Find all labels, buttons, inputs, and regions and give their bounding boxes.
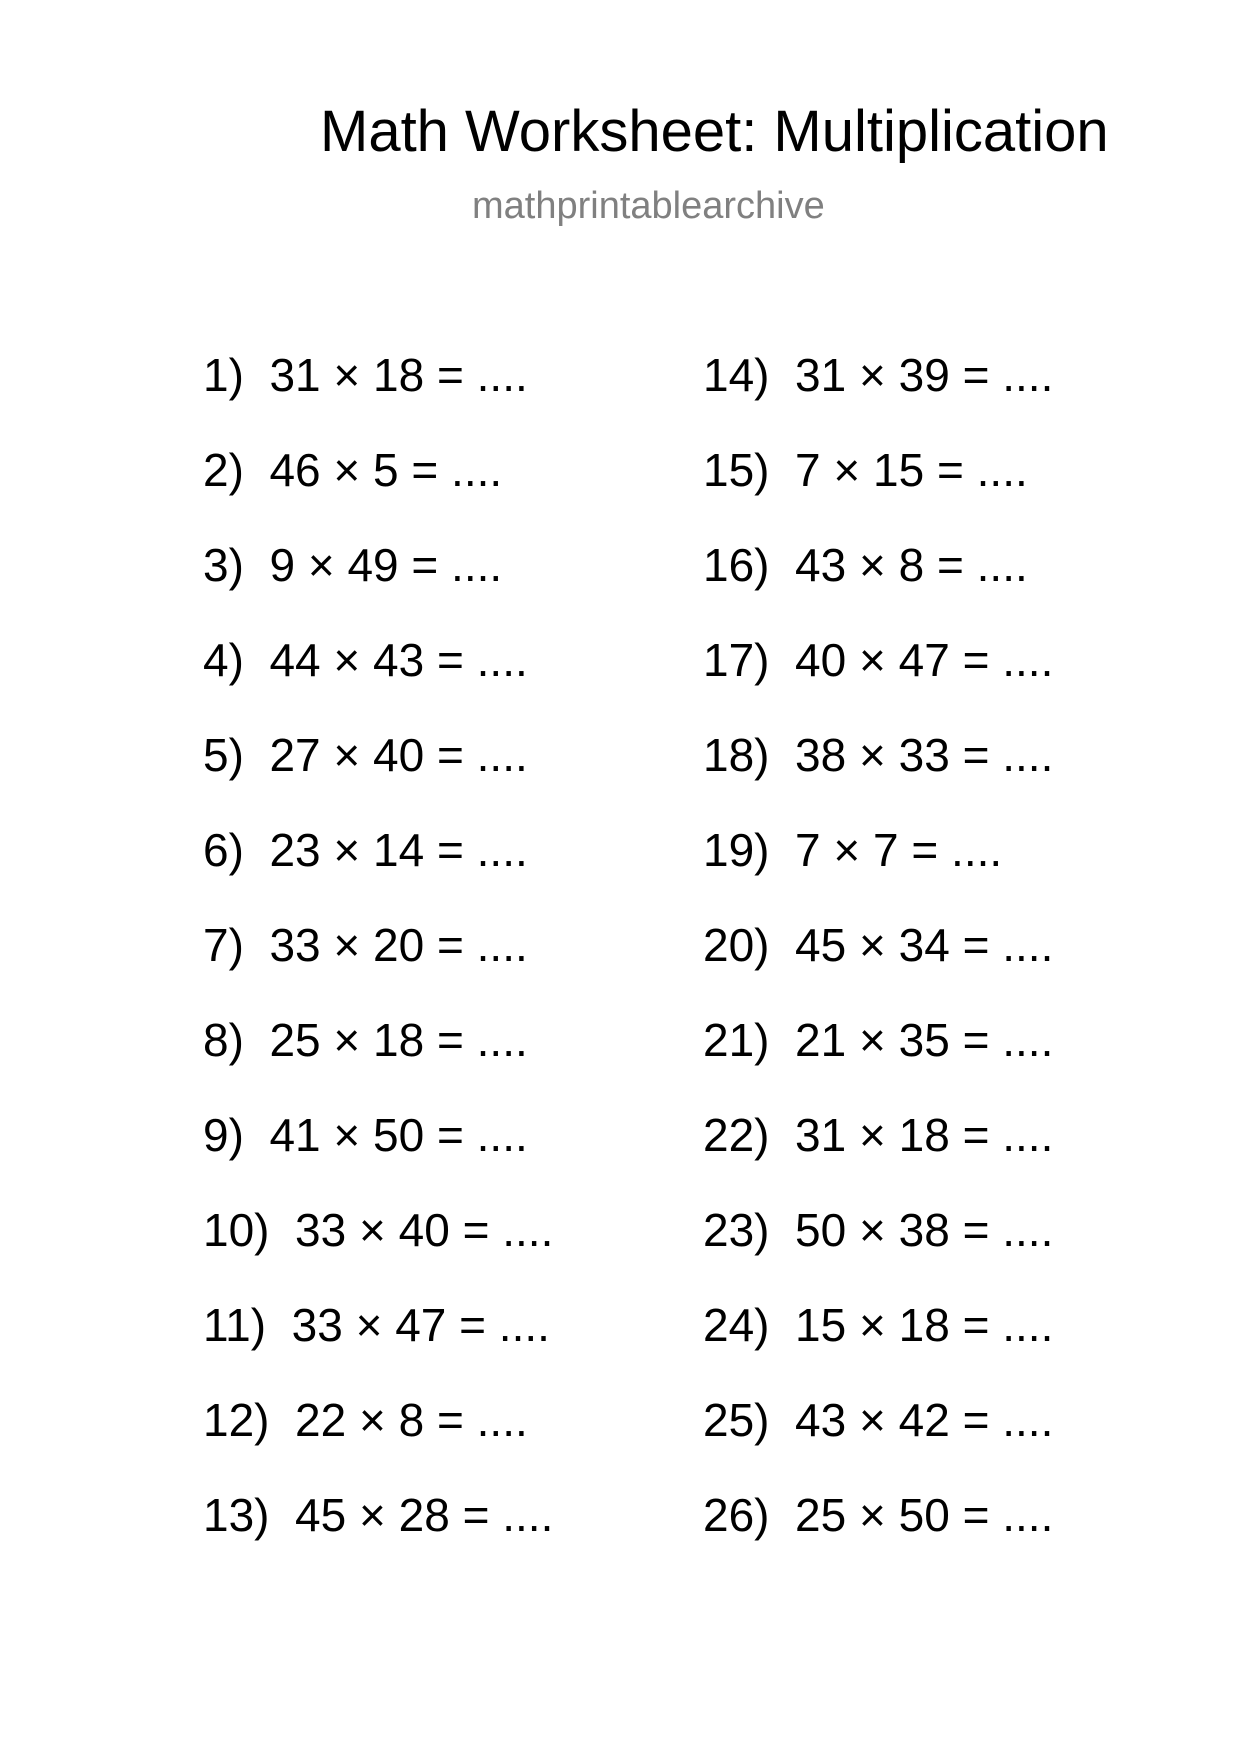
problem-25: 25) 43 × 42 = ....	[703, 1394, 1054, 1446]
problem-20: 20) 45 × 34 = ....	[703, 919, 1054, 971]
problem-3: 3) 9 × 49 = ....	[203, 539, 503, 591]
worksheet-source: mathprintablearchive	[472, 185, 825, 227]
problem-19: 19) 7 × 7 = ....	[703, 824, 1003, 876]
problem-6: 6) 23 × 14 = ....	[203, 824, 528, 876]
problem-2: 2) 46 × 5 = ....	[203, 444, 503, 496]
problem-10: 10) 33 × 40 = ....	[203, 1204, 554, 1256]
problem-4: 4) 44 × 43 = ....	[203, 634, 528, 686]
problem-14: 14) 31 × 39 = ....	[703, 349, 1054, 401]
problem-23: 23) 50 × 38 = ....	[703, 1204, 1054, 1256]
problem-9: 9) 41 × 50 = ....	[203, 1109, 528, 1161]
problem-11: 11) 33 × 47 = ....	[203, 1299, 550, 1351]
problem-16: 16) 43 × 8 = ....	[703, 539, 1028, 591]
problem-17: 17) 40 × 47 = ....	[703, 634, 1054, 686]
problem-24: 24) 15 × 18 = ....	[703, 1299, 1054, 1351]
problem-21: 21) 21 × 35 = ....	[703, 1014, 1054, 1066]
problem-22: 22) 31 × 18 = ....	[703, 1109, 1054, 1161]
problem-7: 7) 33 × 20 = ....	[203, 919, 528, 971]
problem-8: 8) 25 × 18 = ....	[203, 1014, 528, 1066]
problem-12: 12) 22 × 8 = ....	[203, 1394, 528, 1446]
problem-15: 15) 7 × 15 = ....	[703, 444, 1028, 496]
problem-18: 18) 38 × 33 = ....	[703, 729, 1054, 781]
problem-1: 1) 31 × 18 = ....	[203, 349, 528, 401]
worksheet-title: Math Worksheet: Multiplication	[320, 99, 1109, 164]
problem-13: 13) 45 × 28 = ....	[203, 1489, 554, 1541]
problem-5: 5) 27 × 40 = ....	[203, 729, 528, 781]
problem-26: 26) 25 × 50 = ....	[703, 1489, 1054, 1541]
